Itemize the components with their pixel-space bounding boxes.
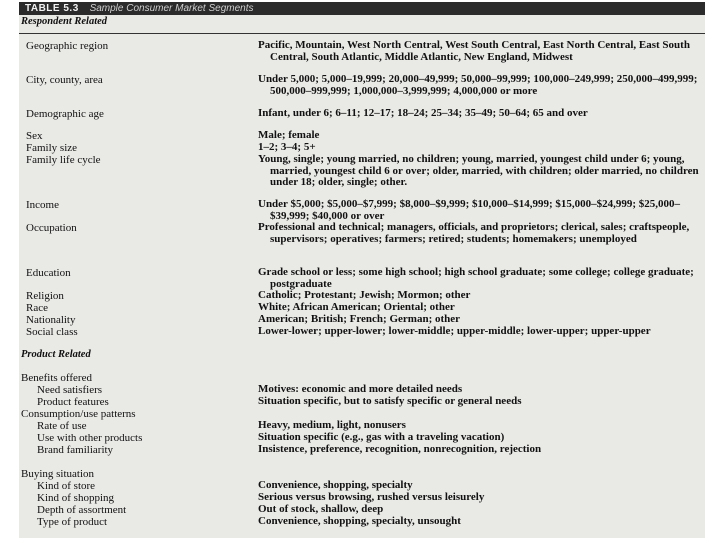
row-value: White; African American; Oriental; other xyxy=(258,301,455,313)
row-label: Rate of use xyxy=(37,420,87,432)
row-value: Male; female xyxy=(258,129,320,141)
row-label: Nationality xyxy=(26,314,76,326)
row-label: Occupation xyxy=(26,222,77,234)
row-value: 1–2; 3–4; 5+ xyxy=(258,141,316,153)
row-label: City, county, area xyxy=(26,74,103,86)
row-label: Depth of assortment xyxy=(37,504,127,516)
row-label: Religion xyxy=(26,290,64,302)
section-heading-respondent: Respondent Related xyxy=(21,16,108,27)
row-label: Brand familiarity xyxy=(37,444,114,456)
row-value: Convenience, shopping, specialty, unsought xyxy=(258,515,461,527)
table-page xyxy=(19,2,705,538)
table-number: TABLE 5.3 xyxy=(25,3,79,14)
row-value: Professional and technical; managers, officials, and proprietors; clerical, sales; craftspeople, supervisors; operatives; farmers; retired; students; homemakers; unemployed xyxy=(258,221,690,245)
row-value: Catholic; Protestant; Jewish; Mormon; other xyxy=(258,289,471,301)
row-value: Grade school or less; some high school; high school graduate; some college; college graduate; postgraduate xyxy=(258,266,694,290)
section-heading-product: Product Related xyxy=(21,349,91,360)
group-label: Benefits offered xyxy=(21,372,92,384)
row-label: Need satisfiers xyxy=(37,384,103,396)
group-label: Consumption/use patterns xyxy=(21,408,136,420)
row-label: Social class xyxy=(26,326,78,338)
row-value: Under $5,000; $5,000–$7,999; $8,000–$9,999; $10,000–$14,999; $15,000–$24,999; $25,000–$39,999; $40,000 or over xyxy=(258,198,681,222)
row-label: Geographic region xyxy=(26,40,109,52)
row-label: Education xyxy=(26,267,71,279)
row-label: Demographic age xyxy=(26,108,104,120)
row-label: Use with other products xyxy=(37,432,143,444)
row-value: Under 5,000; 5,000–19,999; 20,000–49,999; 50,000–99,999; 100,000–249,999; 250,000–499,999; 500,000–999,999; 1,000,000–3,999,999; 4,000,000 or more xyxy=(258,73,698,97)
row-label: Family life cycle xyxy=(26,154,101,166)
row-value: American; British; French; German; other xyxy=(258,313,461,325)
row-value: Situation specific (e.g., gas with a traveling vacation) xyxy=(258,431,505,443)
row-value: Insistence, preference, recognition, nonrecognition, rejection xyxy=(258,443,542,455)
row-value: Motives: economic and more detailed needs xyxy=(258,383,463,395)
row-value: Pacific, Mountain, West North Central, West South Central, East North Central, East South Central, South Atlantic, Middle Atlantic, New England, Midwest xyxy=(258,39,690,63)
row-value: Heavy, medium, light, nonusers xyxy=(258,419,406,431)
table-title: Sample Consumer Market Segments xyxy=(89,3,254,14)
row-value: Infant, under 6; 6–11; 12–17; 18–24; 25–34; 35–49; 50–64; 65 and over xyxy=(258,107,588,119)
row-value: Situation specific, but to satisfy specific or general needs xyxy=(258,395,522,407)
row-value: Serious versus browsing, rushed versus leisurely xyxy=(258,491,485,503)
row-label: Sex xyxy=(26,130,43,142)
row-label: Family size xyxy=(26,142,78,154)
table-title-bar xyxy=(19,2,705,15)
row-label: Kind of store xyxy=(37,480,96,492)
row-value: Out of stock, shallow, deep xyxy=(258,503,384,515)
row-label: Income xyxy=(26,199,59,211)
row-value: Young, single; young married, no children; young, married, youngest child under 6; young, married, youngest child 6 or over; older, married, with children; older married, no children under 18; older, single; other. xyxy=(258,153,699,189)
row-value: Lower-lower; upper-lower; lower-middle; upper-middle; lower-upper; upper-upper xyxy=(258,325,651,337)
row-label: Race xyxy=(26,302,48,314)
row-value: Convenience, shopping, specialty xyxy=(258,479,413,491)
row-label: Kind of shopping xyxy=(37,492,114,504)
header-rule xyxy=(19,33,705,34)
row-label: Type of product xyxy=(37,516,108,528)
group-label: Buying situation xyxy=(21,468,95,480)
row-label: Product features xyxy=(37,396,109,408)
